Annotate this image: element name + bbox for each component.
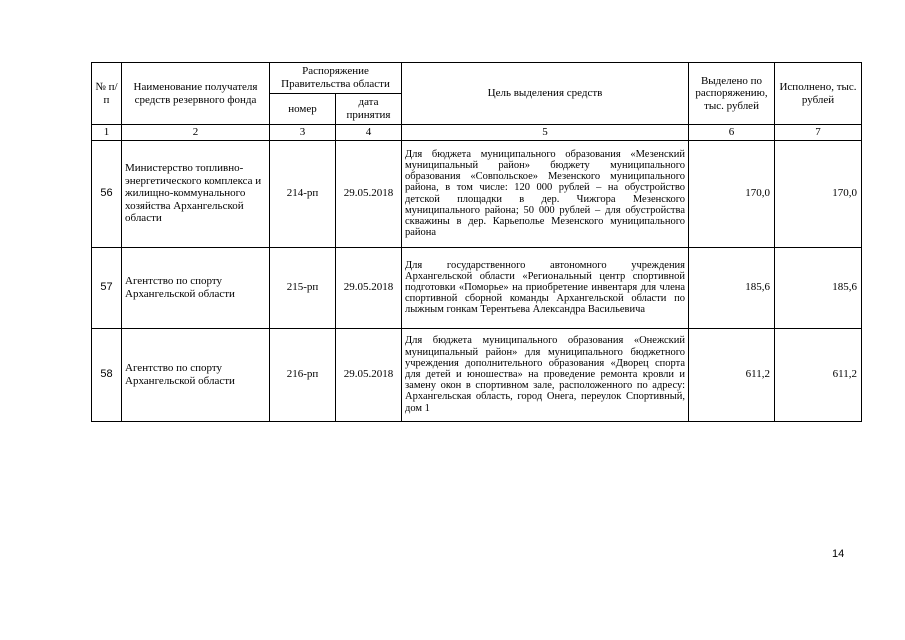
row-recipient: Агентство по спорту Архангельской области	[122, 328, 270, 421]
header-purpose: Цель выделения средств	[402, 63, 689, 125]
reserve-fund-table	[91, 62, 862, 422]
header-index: № п/п	[92, 63, 122, 125]
row-index: 57	[92, 247, 122, 328]
row-executed: 170,0	[775, 140, 862, 247]
header-recipient: Наименование получателя средств резервного фонда	[122, 63, 270, 125]
column-number: 5	[402, 125, 689, 141]
header-allocated: Выделено по распоряжению, тыс. рублей	[689, 63, 775, 125]
column-number: 2	[122, 125, 270, 141]
row-allocated: 170,0	[689, 140, 775, 247]
column-number: 7	[775, 125, 862, 141]
header-row	[92, 63, 862, 94]
table-row	[92, 328, 862, 421]
row-purpose: Для бюджета муниципального образования «Онежский муниципальный район» для муниципального бюджетного учреждения дополнительного образования «Дворец спорта для детей и юношества» на проведение ремонта кровли и замену окон в спортивном зале, расположенного по адресу: Архангельская область, город Онега, переулок Спортивный, дом 1	[402, 328, 689, 421]
row-order-date: 29.05.2018	[336, 247, 402, 328]
page-number: 14	[832, 548, 845, 560]
row-executed: 611,2	[775, 328, 862, 421]
row-order-number: 216-рп	[270, 328, 336, 421]
row-order-date: 29.05.2018	[336, 328, 402, 421]
table-row	[92, 140, 862, 247]
column-number: 6	[689, 125, 775, 141]
header-order-group: Распоряжение Правительства области	[270, 63, 402, 94]
column-number: 3	[270, 125, 336, 141]
row-allocated: 185,6	[689, 247, 775, 328]
row-index: 58	[92, 328, 122, 421]
row-executed: 185,6	[775, 247, 862, 328]
table-row	[92, 247, 862, 328]
column-number-row	[92, 125, 862, 141]
row-purpose: Для государственного автономного учреждения Архангельской области «Региональный центр спортивной подготовки «Поморье» на приобретение инвентаря для члена спортивной сборной команды Архангельской области по лыжным гонкам Терентьева Александра Васильевича	[402, 247, 689, 328]
row-order-date: 29.05.2018	[336, 140, 402, 247]
row-allocated: 611,2	[689, 328, 775, 421]
column-number: 4	[336, 125, 402, 141]
row-recipient: Министерство топливно-энергетического комплекса и жилищно-коммунального хозяйства Архангельской области	[122, 140, 270, 247]
header-order-date: дата принятия	[336, 94, 402, 125]
row-purpose: Для бюджета муниципального образования «Мезенский муниципальный район» бюджету муниципального образования «Совпольское» Мезенского муниципального района, в том числе: 120 000 рублей – на обустройство детской площадки в дер. Чижгора Мезенского муниципального района; 50 000 рублей – для обустройства скважины в дер. Карьеполье Мезенского муниципального района	[402, 140, 689, 247]
header-executed: Исполнено, тыс. рублей	[775, 63, 862, 125]
row-index: 56	[92, 140, 122, 247]
row-recipient: Агентство по спорту Архангельской области	[122, 247, 270, 328]
row-order-number: 215-рп	[270, 247, 336, 328]
column-number: 1	[92, 125, 122, 141]
row-order-number: 214-рп	[270, 140, 336, 247]
header-order-number: номер	[270, 94, 336, 125]
